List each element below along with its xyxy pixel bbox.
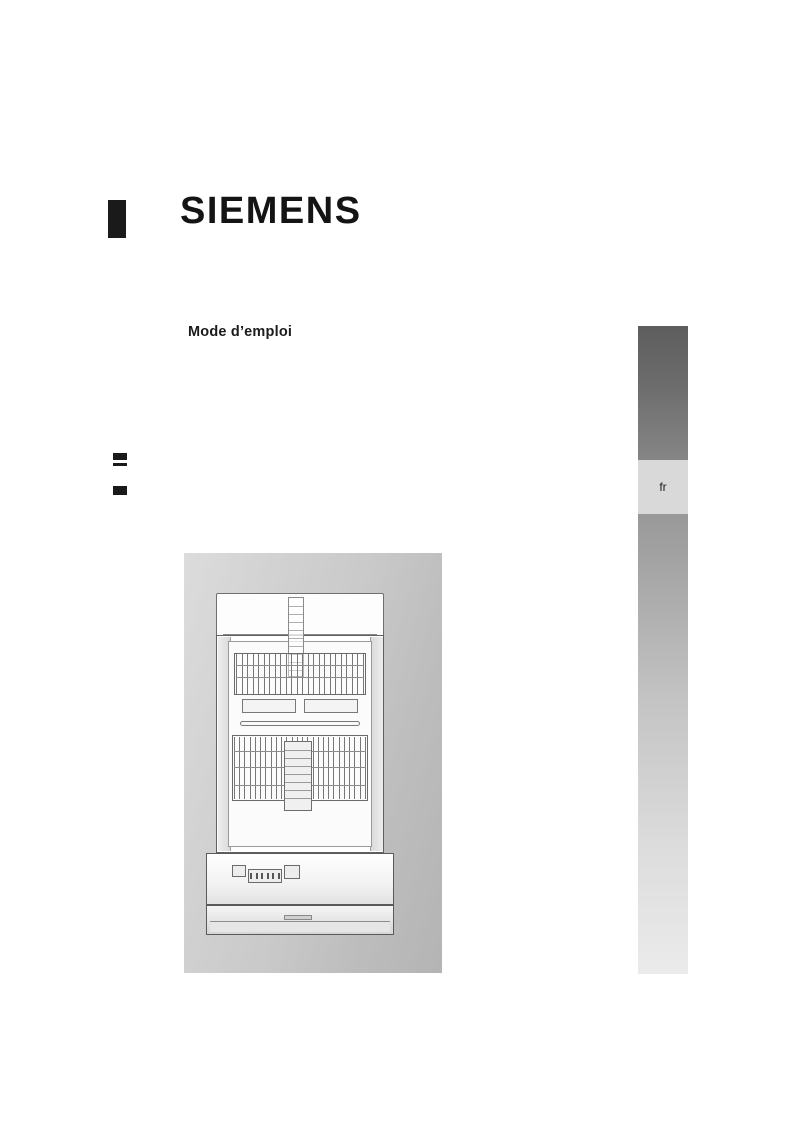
language-chip: [638, 460, 688, 514]
square-bullet-icon: [113, 486, 127, 495]
square-bullet-icon: [113, 463, 127, 466]
dishwasher-open-door: [206, 853, 394, 905]
spray-arm: [240, 721, 360, 726]
control-ticks-icon: [250, 873, 280, 879]
folding-shelf: [242, 699, 296, 713]
detergent-dispenser: [232, 865, 246, 877]
dishwasher-plinth: [210, 921, 390, 932]
language-strip: [638, 326, 688, 974]
upper-basket-rail: [236, 665, 364, 666]
rinse-aid-dispenser: [284, 865, 300, 879]
square-bullet-icon: [113, 453, 127, 460]
upper-basket-tines: [236, 654, 364, 694]
dishwasher-badge: [284, 915, 312, 920]
document-subtitle: Mode d’emploi: [188, 324, 293, 340]
brand-mark: [108, 200, 126, 238]
folding-shelf: [304, 699, 358, 713]
brand-name: SIEMENS: [180, 190, 362, 232]
upper-basket-rail: [236, 677, 364, 678]
language-code: fr: [659, 480, 667, 494]
cutlery-basket: [284, 741, 312, 811]
product-illustration: [184, 553, 442, 973]
